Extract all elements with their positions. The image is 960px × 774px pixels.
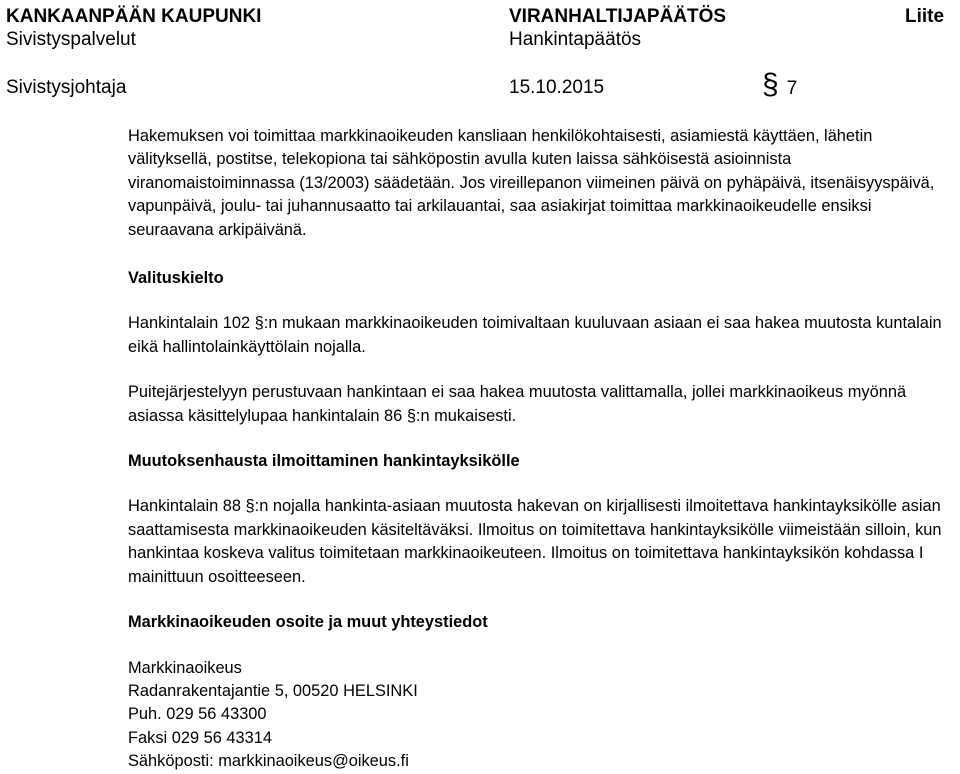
department-name: Sivistyspalvelut [6, 29, 136, 50]
section-number-value: 7 [786, 78, 798, 99]
paragraph-appeal-ban: Hankintalain 102 §:n mukaan markkinaoikeuden toimivaltaan kuuluvaan asiaan ei saa hakea muutosta kuntalain eikä hallintolainkäyttölain nojalla. [128, 314, 942, 356]
heading-appeal-notice: Muutoksenhausta ilmoittaminen hankintayksikölle [128, 452, 520, 471]
document-body [128, 125, 958, 774]
contact-fax: Faksi 029 56 43314 [128, 728, 272, 747]
attachment-label: Liite [905, 6, 945, 27]
paragraph-submission: Hakemuksen voi toimittaa markkinaoikeuden kansliaan henkilökohtaisesti, asiamiestä käyttäen, lähetin välityksellä, postitse, telekopiona tai sähköpostin avulla kuten laissa sähköisestä asioinnista viranomaistoiminnassa (13/2003) säädetään. Jos vireillepanon viimeinen päivä on pyhäpäivä, itsenäisyyspäivä, vapunpäivä, joulu- tai juhannusaatto tai arkilauantai, saa asiakirjat toimittaa markkinaoikeudelle ensiksi seuraavana arkipäivänä. [128, 127, 935, 239]
contact-email: Sähköposti: markkinaoikeus@oikeus.fi [128, 752, 409, 771]
paragraph-appeal-notice: Hankintalain 88 §:n nojalla hankinta-asiaan muutosta hakevan on kirjallisesti ilmoitettava hankintayksikölle asian saattamisesta markkinaoikeuden käsiteltäväksi. Ilmoitus on toimitettava hankintayksikölle viimeistään silloin, kun hankintaa koskeva valitus toimitetaan markkinaoikeuteen. Ilmoitus on toimitettava hankintayksikön kohdassa I mainittuun osoitteeseen. [128, 497, 942, 586]
city-name: KANKAANPÄÄN KAUPUNKI [6, 6, 262, 27]
heading-appeal-ban: Valituskielto [128, 269, 224, 288]
contact-phone: Puh. 029 56 43300 [128, 705, 267, 724]
official-title: Sivistysjohtaja [6, 77, 127, 98]
heading-contact: Markkinaoikeuden osoite ja muut yhteystiedot [128, 613, 488, 632]
paragraph-framework: Puitejärjestelyyn perustuvaan hankintaan ei saa hakea muutosta valittamalla, jollei markkinaoikeus myönnä asiassa käsittelylupaa hankintalain 86 §:n mukaisesti. [128, 383, 907, 425]
section-sign: § [762, 68, 779, 101]
document-date: 15.10.2015 [509, 77, 605, 98]
section-number [762, 70, 797, 100]
document-subtype: Hankintapäätös [509, 29, 642, 50]
document-type: VIRANHALTIJAPÄÄTÖS [509, 6, 727, 27]
contact-name: Markkinaoikeus [128, 658, 242, 677]
contact-address: Radanrakentajantie 5, 00520 HELSINKI [128, 681, 418, 700]
